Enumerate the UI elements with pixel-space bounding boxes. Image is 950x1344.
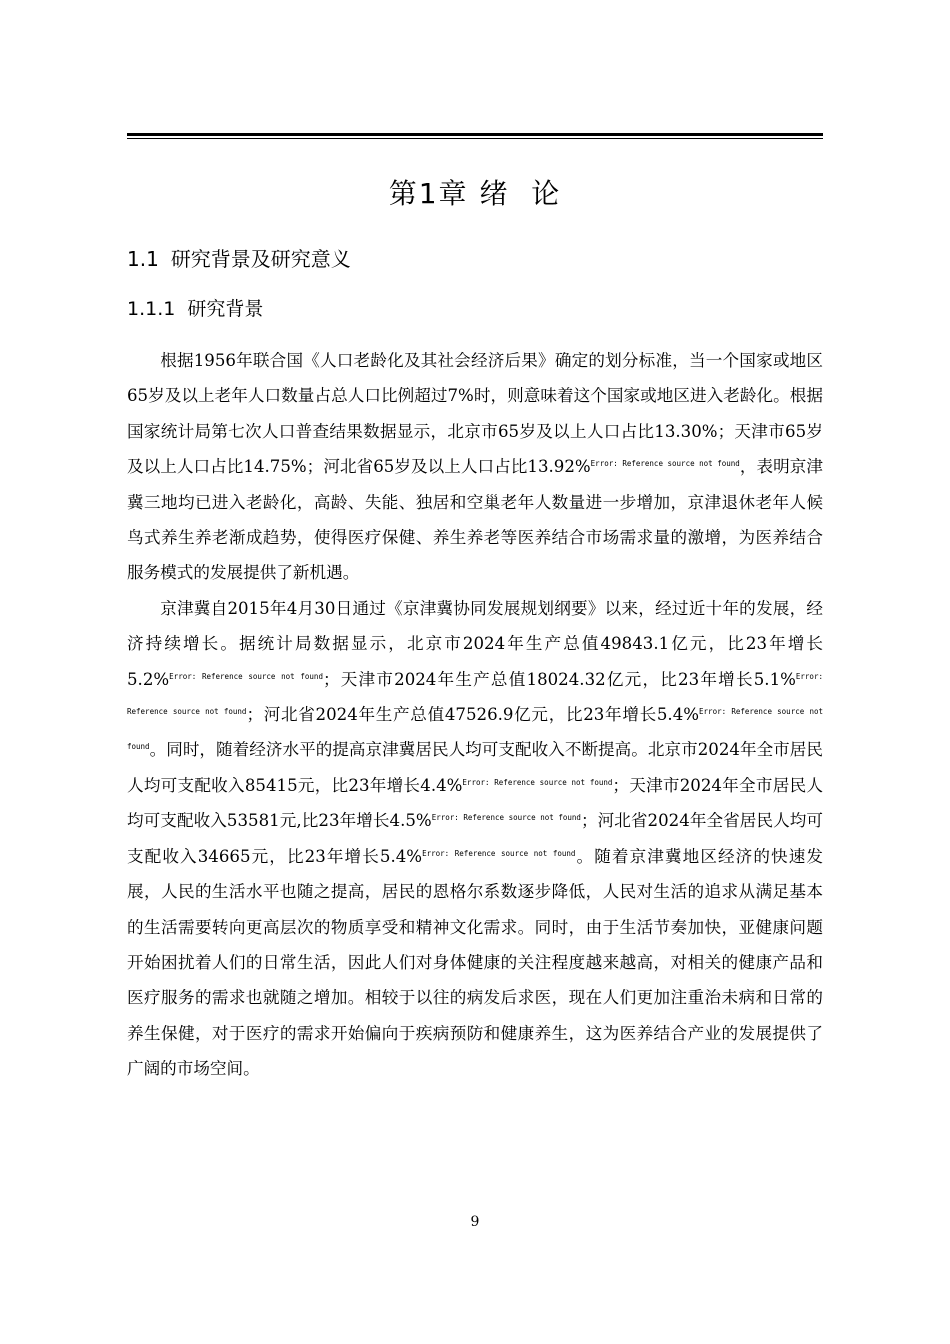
- paragraph-1-text-1: 根据1956年联合国《人口老龄化及其社会经济后果》确定的划分标准，当一个国家或地区65岁及以上老年人口数量占总人口比例超过7%时，则意味着这个国家或地区进入老龄化。根据国家统计局第七次人口普查结果数据显示，北京市65岁及以上人口占比13.30%；天津市65岁及以上人口占比14.75%；河北省65岁及以上人口占比13.92%: [127, 351, 823, 477]
- subsection-number: 1.1.1: [127, 298, 176, 320]
- page-number: 9: [470, 1214, 480, 1230]
- header-rule-thick: [127, 133, 823, 136]
- paragraph-2-text-1: 京津冀自2015年4月30日通过《京津冀协同发展规划纲要》以来，经过近十年的发展，经济持续增长。据统计局数据显示，北京市2024年生产总值49843.1亿元，比23年增长5.2%: [127, 598, 823, 689]
- body-text: [127, 343, 823, 1087]
- reference-error-2: Error: Reference source not found: [169, 671, 323, 681]
- reference-error-3: Error: Reference source not found: [127, 671, 823, 717]
- paragraph-2-text-2: ；天津市2024年生产总值18024.32亿元，比23年增长5.1%: [322, 669, 796, 689]
- paragraph-2-text-7: 。随着京津冀地区经济的快速发展，人民的生活水平也随之提高，居民的恩格尔系数逐步降低，人民对生活的追求从满足基本的生活需要转向更高层次的物质享受和精神文化需求。同时，由于生活节奏加快，亚健康问题开始困扰着人们的日常生活，因此人们对身体健康的关注程度越来越高，对相关的健康产品和医疗服务的需求也就随之增加。相较于以往的病发后求医，现在人们更加注重治未病和日常的养生保健，对于医疗的需求开始偏向于疾病预防和健康养生，这为医养结合产业的发展提供了广阔的市场空间。: [127, 846, 824, 1079]
- reference-error-1: Error: Reference source not found: [590, 459, 740, 469]
- header-rule-thin: [127, 138, 823, 139]
- section-number: 1.1: [127, 247, 159, 271]
- subsection-title: 研究背景: [187, 298, 264, 320]
- paragraph-1-text-2: ，表明京津冀三地均已进入老龄化，高龄、失能、独居和空巢老年人数量进一步增加，京津退休老年人候鸟式养生养老渐成趋势，使得医疗保健、养生养老等医养结合市场需求量的激增，为医养结合服务模式的发展提供了新机遇。: [127, 457, 823, 583]
- paragraph-1: [127, 343, 823, 591]
- paragraph-2-text-5: ；天津市2024年全市居民人均可支配收入53581元,比23年增长4.5%: [127, 775, 823, 831]
- paragraph-2-text-4: 。同时，随着经济水平的提高京津冀居民人均可支配收入不断提高。北京市2024年全市居民人均可支配收入85415元，比23年增长4.4%: [127, 740, 823, 795]
- chapter-title: 第1章 绪 论: [388, 177, 562, 210]
- reference-error-6: Error: Reference source not found: [431, 813, 581, 823]
- section-title: 研究背景及研究意义: [170, 247, 351, 271]
- section-heading: [127, 244, 351, 274]
- paragraph-2: [127, 591, 823, 1087]
- reference-error-7: Error: Reference source not found: [422, 848, 576, 858]
- reference-error-4: Error: Reference source not found: [127, 707, 823, 752]
- paragraph-2-text-6: ；河北省2024年全省居民人均可支配收入34665元，比23年增长5.4%: [127, 811, 823, 866]
- reference-error-5: Error: Reference source not found: [462, 777, 613, 787]
- subsection-heading: [127, 294, 263, 324]
- paragraph-2-text-3: ；河北省2024年生产总值47526.9亿元，比23年增长5.4%: [246, 705, 700, 725]
